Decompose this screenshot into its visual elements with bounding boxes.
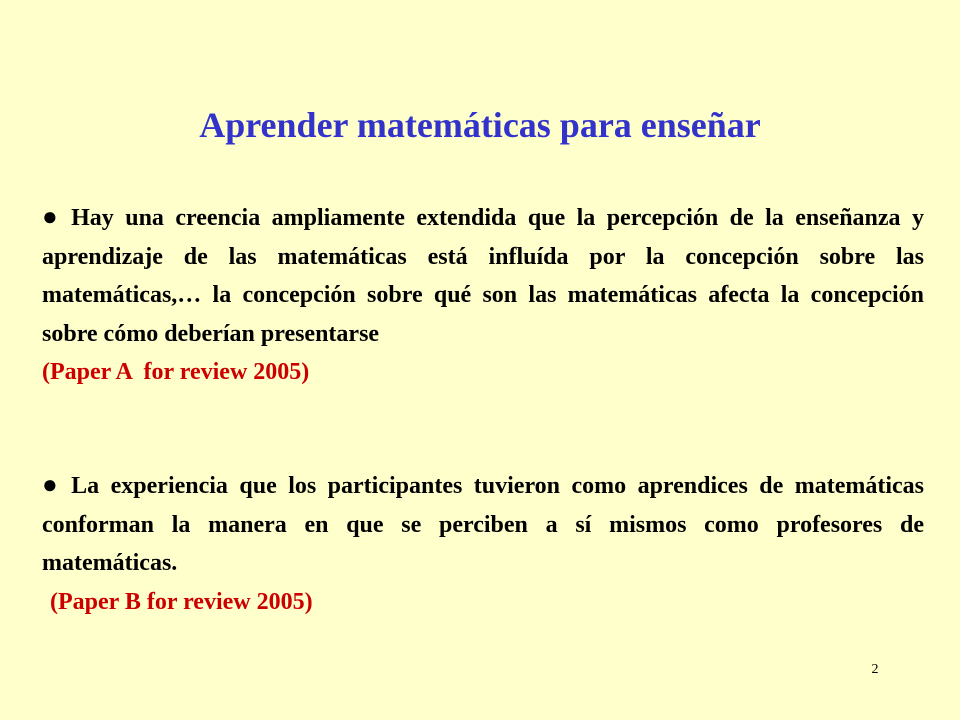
bullet-point-2-text: La experiencia que los participantes tuvieron como aprendices de matemáticas conforman la manera en que se perciben a sí mismos como profesores de matemáticas.	[42, 473, 924, 576]
slide-title: Aprender matemáticas para enseñar	[199, 105, 761, 145]
citation-1: (Paper A for review 2005)	[42, 359, 310, 385]
bullet-point-1	[42, 198, 924, 392]
bullet-icon: ●	[42, 470, 64, 499]
bullet-point-1-text: Hay una creencia ampliamente extendida que la percepción de la enseñanza y aprendizaje de las matemáticas está influída por la concepción sobre las matemáticas,… la concepción sobre qué son las matemáticas afecta la concepción sobre cómo deberían presentarse	[42, 205, 924, 347]
bullet-icon: ●	[42, 202, 64, 231]
bullet-point-2	[42, 466, 924, 621]
citation-2: (Paper B for review 2005)	[50, 588, 313, 615]
page-number: 2	[871, 662, 879, 677]
